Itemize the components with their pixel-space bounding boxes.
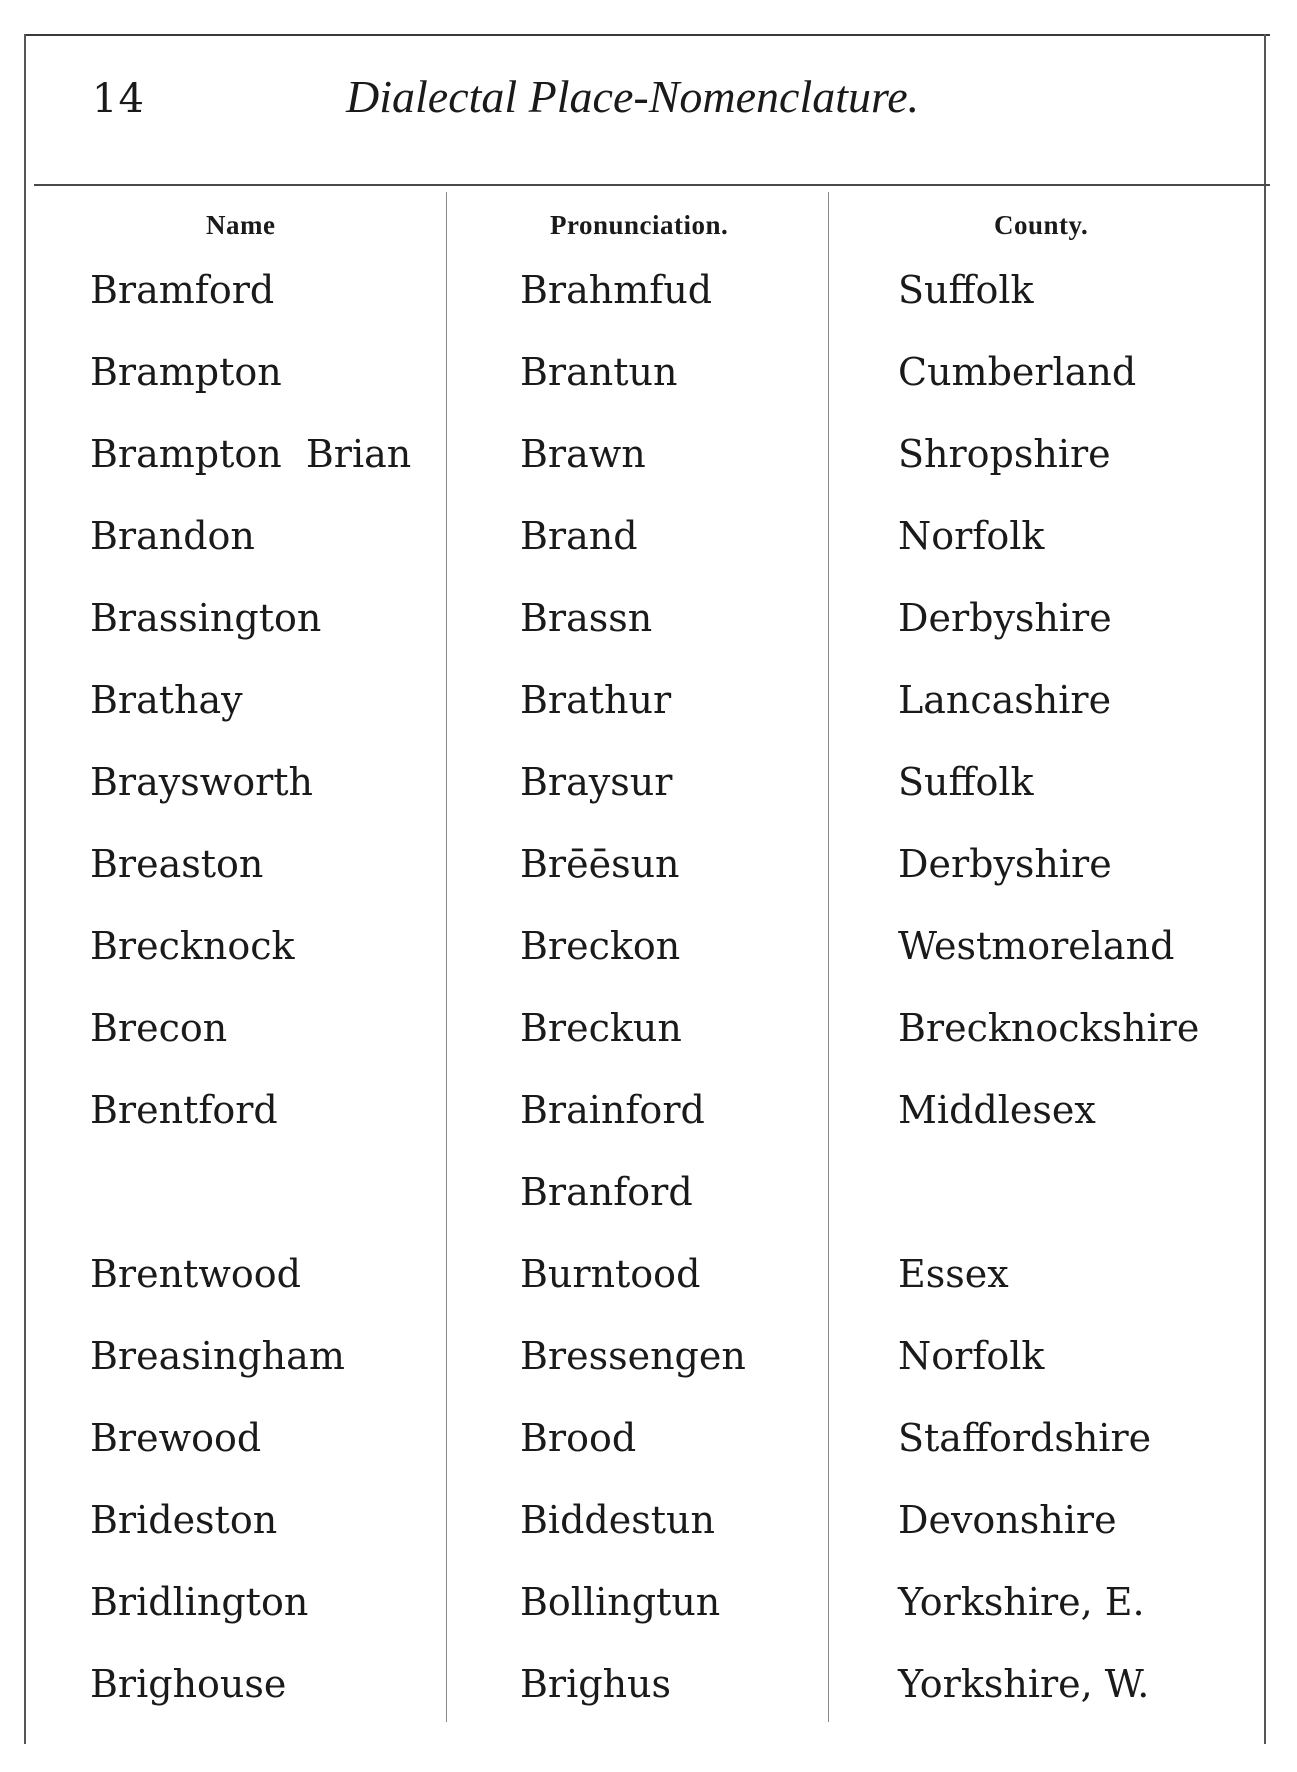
page-number: 14 <box>92 76 145 122</box>
cell-name: Brentford <box>90 1088 278 1132</box>
cell-county: Devonshire <box>898 1498 1117 1542</box>
cell-pronunciation: Braysur <box>520 760 673 804</box>
cell-name: Brassington <box>90 596 322 640</box>
cell-pronunciation: Brahmfud <box>520 268 713 312</box>
cell-pronunciation: Burntood <box>520 1252 701 1296</box>
cell-county: Suffolk <box>898 268 1034 312</box>
cell-name: Brentwood <box>90 1252 301 1296</box>
cell-county: Suffolk <box>898 760 1034 804</box>
cell-name: Brewood <box>90 1416 262 1460</box>
column-header-county: County. <box>994 210 1089 240</box>
cell-county: Yorkshire, E. <box>898 1580 1145 1624</box>
cell-name: Bridlington <box>90 1580 309 1624</box>
column-divider-2 <box>828 192 829 1722</box>
cell-name: Brandon <box>90 514 255 558</box>
cell-county: Westmoreland <box>898 924 1175 968</box>
cell-name: Breaston <box>90 842 264 886</box>
cell-county: Derbyshire <box>898 596 1112 640</box>
cell-county: Norfolk <box>898 514 1045 558</box>
top-rule <box>26 34 1270 36</box>
cell-name: Brampton Brian <box>90 432 412 476</box>
cell-county: Middlesex <box>898 1088 1096 1132</box>
running-title: Dialectal Place-Nomenclature. <box>346 71 920 122</box>
cell-name: Breasingham <box>90 1334 345 1378</box>
cell-name: Brideston <box>90 1498 278 1542</box>
cell-county: Lancashire <box>898 678 1112 722</box>
cell-county: Staffordshire <box>898 1416 1152 1460</box>
cell-name: Brecon <box>90 1006 228 1050</box>
cell-pronunciation: Brathur <box>520 678 672 722</box>
cell-pronunciation: Brēēsun <box>520 842 680 886</box>
cell-name: Brecknock <box>90 924 295 968</box>
cell-pronunciation: Brainford <box>520 1088 705 1132</box>
cell-pronunciation: Brand <box>520 514 638 558</box>
cell-pronunciation: Breckon <box>520 924 681 968</box>
column-header-name: Name <box>206 210 276 240</box>
right-rule <box>1264 34 1266 1744</box>
cell-county: Cumberland <box>898 350 1137 394</box>
cell-pronunciation: Bollingtun <box>520 1580 721 1624</box>
cell-pronunciation: Bressengen <box>520 1334 746 1378</box>
cell-name: Brathay <box>90 678 243 722</box>
cell-name: Brighouse <box>90 1662 287 1706</box>
cell-name: Braysworth <box>90 760 314 804</box>
cell-pronunciation: Breckun <box>520 1006 682 1050</box>
cell-name: Bramford <box>90 268 275 312</box>
column-header-pronunciation: Pronunciation. <box>550 210 729 240</box>
cell-county: Derbyshire <box>898 842 1112 886</box>
cell-pronunciation: Brantun <box>520 350 678 394</box>
left-rule <box>24 34 26 1744</box>
cell-county: Shropshire <box>898 432 1111 476</box>
cell-county: Norfolk <box>898 1334 1045 1378</box>
cell-pronunciation: Brighus <box>520 1662 672 1706</box>
cell-county: Essex <box>898 1252 1009 1296</box>
header-rule <box>34 184 1270 186</box>
cell-county: Yorkshire, W. <box>898 1662 1150 1706</box>
cell-pronunciation: Brawn <box>520 432 646 476</box>
cell-county: Brecknockshire <box>898 1006 1200 1050</box>
cell-name: Brampton <box>90 350 282 394</box>
cell-pronunciation: Brassn <box>520 596 653 640</box>
cell-pronunciation: Brood <box>520 1416 637 1460</box>
cell-pronunciation: Biddestun <box>520 1498 715 1542</box>
column-divider-1 <box>446 192 447 1722</box>
cell-pronunciation: Branford <box>520 1170 693 1214</box>
